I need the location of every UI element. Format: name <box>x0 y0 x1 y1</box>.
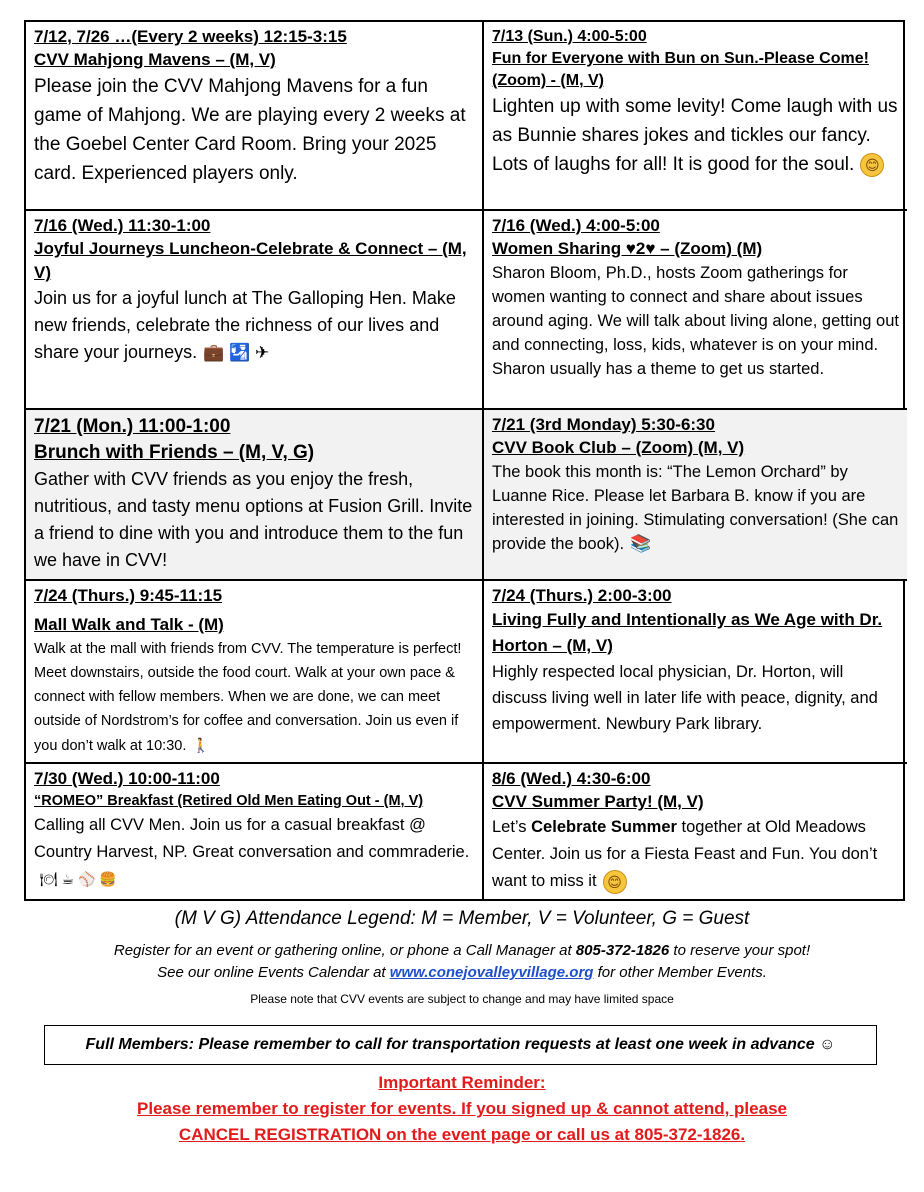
smiley-icon: 😊 <box>603 870 627 894</box>
calendar-line: See our online Events Calendar at www.conejovalleyvillage.org for other Member Events. <box>157 964 767 981</box>
event-description: Please join the CVV Mahjong Mavens for a fun game of Mahjong. We are playing every 2 weeks at the Goebel Center Card Room. Bring your 2025 card. Experienced players only. <box>34 76 466 184</box>
event-description: Join us for a joyful lunch at The Galloping Hen. Make new friends, celebrate the richness of our lives and share your journeys. 💼 🛂 ✈ <box>34 285 474 366</box>
event-date: 8/6 (Wed.) 4:30-6:00 <box>492 769 651 788</box>
event-description: Lighten up with some levity! Come laugh with us as Bunnie shares jokes and tickles our fancy. Lots of laughs for all! It is good for the soul. 😊 <box>492 96 898 175</box>
breakfast-icons: 🍽 ☕ ⚾ 🍔 <box>40 871 117 887</box>
travel-icons: 💼 🛂 ✈ <box>203 343 270 362</box>
walking-person-icon: 🚶 <box>192 737 210 753</box>
event-title: Fun for Everyone with Bun on Sun.-Please Come! (Zoom) - (M, V) <box>492 50 869 89</box>
transportation-notice-box: Full Members: Please remember to call for transportation requests at least one week in advance ☺ <box>44 1025 877 1065</box>
event-cell-book-club <box>484 410 907 581</box>
events-calendar-link[interactable]: www.conejovalleyvillage.org <box>389 964 594 981</box>
event-title: CVV Mahjong Mavens – (M, V) <box>34 50 276 69</box>
event-description: Let’s Celebrate Summer together at Old Meadows Center. Join us for a Fiesta Feast and Fun. You don’t want to miss it 😊 <box>492 814 899 895</box>
event-date: 7/16 (Wed.) 11:30-1:00 <box>34 216 211 235</box>
event-date: 7/21 (3rd Monday) 5:30-6:30 <box>492 415 715 434</box>
event-date: 7/30 (Wed.) 10:00-11:00 <box>34 769 220 788</box>
event-date: 7/13 (Sun.) 4:00-5:00 <box>492 28 647 45</box>
events-grid <box>24 20 905 901</box>
register-line: Register for an event or gathering online, or phone a Call Manager at 805-372-1826 to reserve your spot! <box>113 942 811 959</box>
event-description: Highly respected local physician, Dr. Horton, will discuss living well in later life with peace, dignity, and empowerment. Newbury Park library. <box>492 663 878 733</box>
reminder-line-1: Please remember to register for events. If you signed up & cannot attend, please <box>137 1099 787 1118</box>
change-notice: Please note that CVV events are subject to change and may have limited space <box>250 992 674 1006</box>
event-cell-joyful-journeys <box>26 211 484 410</box>
event-cell-mall-walk <box>26 581 484 764</box>
event-date: 7/24 (Thurs.) 9:45-11:15 <box>34 586 223 605</box>
event-title: Mall Walk and Talk - (M) <box>34 615 224 634</box>
smiley-icon: 😊 <box>860 153 884 177</box>
event-title: Brunch with Friends – (M, V, G) <box>34 442 315 463</box>
event-title: CVV Summer Party! (M, V) <box>492 792 704 811</box>
event-cell-living-fully <box>484 581 907 764</box>
event-description: Calling all CVV Men. Join us for a casual breakfast @ Country Harvest, NP. Great conversation and commraderie.🍽 ☕ ⚾ 🍔 <box>34 812 474 893</box>
event-title: Joyful Journeys Luncheon-Celebrate & Connect – (M, V) <box>34 239 467 282</box>
event-title: Women Sharing ♥2♥ – (Zoom) (M) <box>492 239 763 258</box>
event-description: The book this month is: “The Lemon Orchard” by Luanne Rice. Please let Barbara B. know if you are interested in joining. Stimulating conversation! (She can provide the book). 📚 <box>492 460 899 556</box>
event-title: “ROMEO” Breakfast (Retired Old Men Eating Out - (M, V) <box>34 793 424 809</box>
event-description: Gather with CVV friends as you enjoy the fresh, nutritious, and tasty menu options at Fusion Grill. Invite a friend to dine with you and introduce them to the fun we have in CVV! <box>34 469 473 570</box>
event-cell-mahjong <box>26 22 484 211</box>
event-cell-bun-on-sun <box>484 22 907 211</box>
reminder-line-2: CANCEL REGISTRATION on the event page or call us at 805-372-1826. <box>178 1125 746 1144</box>
reminder-heading: Important Reminder: <box>378 1073 546 1092</box>
event-date: 7/12, 7/26 …(Every 2 weeks) 12:15-3:15 <box>34 27 347 46</box>
books-icon: 📚 <box>630 534 652 553</box>
event-date: 7/24 (Thurs.) 2:00-3:00 <box>492 586 672 605</box>
event-date: 7/16 (Wed.) 4:00-5:00 <box>492 216 660 235</box>
event-cell-romeo-breakfast <box>26 764 484 899</box>
event-cell-brunch <box>26 410 484 581</box>
event-date: 7/21 (Mon.) 11:00-1:00 <box>34 416 231 437</box>
event-cell-summer-party <box>484 764 907 899</box>
event-title: Living Fully and Intentionally as We Age with Dr. Horton – (M, V) <box>492 610 883 655</box>
call-manager-phone: 805-372-1826 <box>575 942 670 959</box>
event-cell-women-sharing <box>484 211 907 410</box>
event-title: CVV Book Club – (Zoom) (M, V) <box>492 438 745 457</box>
event-description: Sharon Bloom, Ph.D., hosts Zoom gatherings for women wanting to connect and share about issues around aging. We will talk about living alone, getting out and connecting, loss, kids, whatever is on your mind. Sharon usually has a theme to get us started. <box>492 264 899 378</box>
attendance-legend: (M V G) Attendance Legend: M = Member, V = Volunteer, G = Guest <box>174 908 750 929</box>
event-description: Walk at the mall with friends from CVV. The temperature is perfect! Meet downstairs, outside the food court. Walk at your own pace & connect with fellow members. When we are done, we can meet outside of Nordstrom’s for coffee and conversation. Join us even if you don’t walk at 10:30. 🚶 <box>34 637 474 758</box>
